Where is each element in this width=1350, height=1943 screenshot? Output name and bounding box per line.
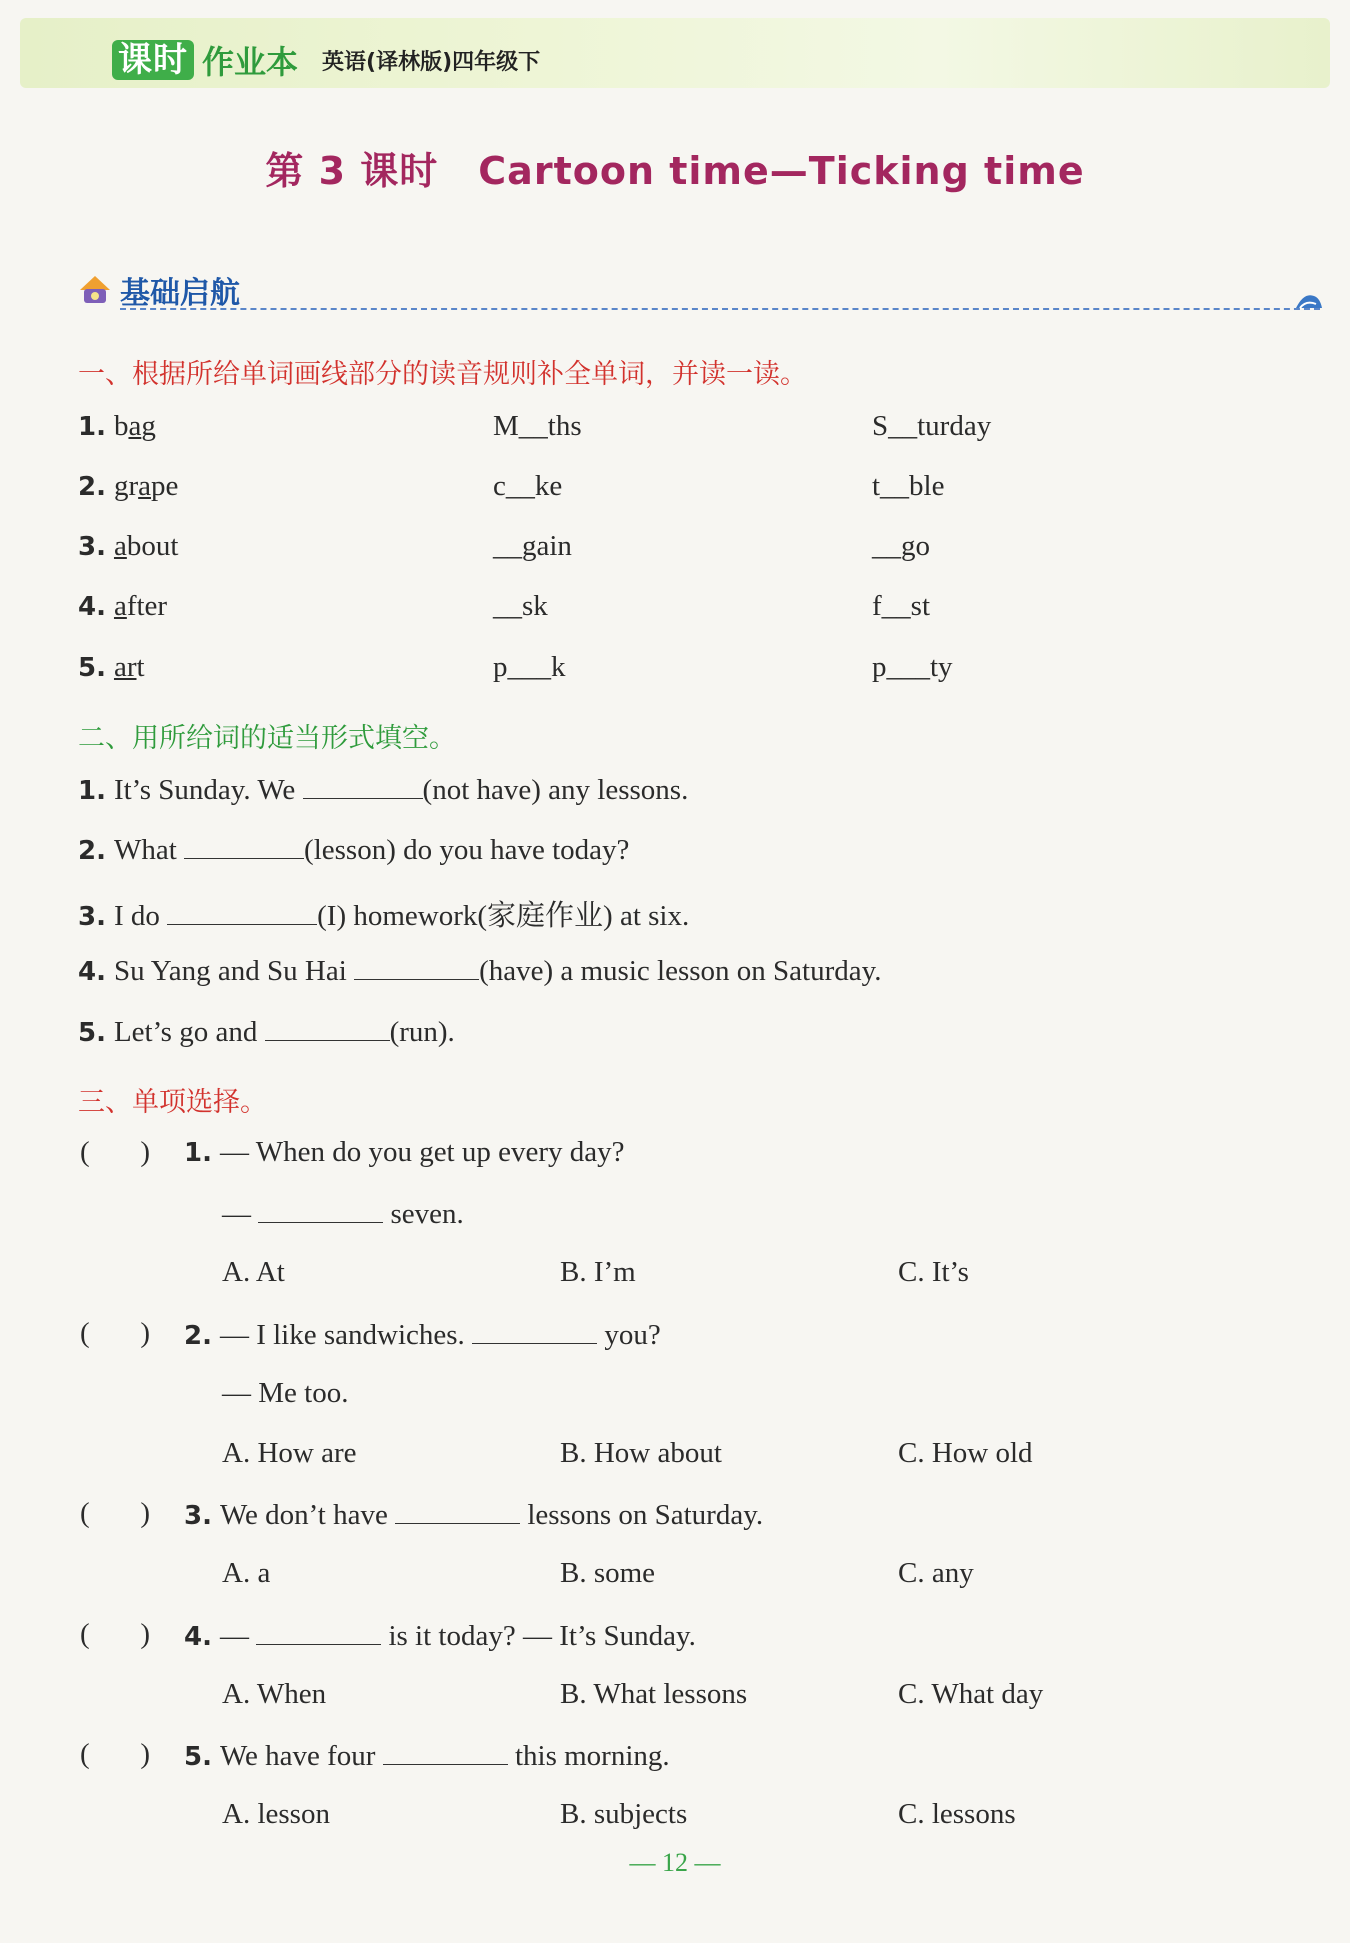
sentence-text: It’s Sunday. We (113, 774, 296, 806)
question-text: you? (604, 1319, 661, 1351)
sentence-text: (I) homework(家庭作业) at six. (317, 900, 690, 932)
q1-row-word3[interactable] (872, 651, 953, 684)
answer-parentheses[interactable]: ( ) (80, 1317, 151, 1349)
word-part: t (136, 651, 145, 683)
book-subtitle: 英语(译林版)四年级下 (322, 49, 541, 75)
item-number: 5. (78, 653, 106, 683)
q1-row-word1 (78, 470, 178, 503)
section-label: 基础启航 (120, 276, 240, 311)
question-text: We don’t have (219, 1499, 388, 1531)
sentence-text: Su Yang and Su Hai (113, 955, 347, 987)
response-line (222, 1196, 464, 1231)
item-number: 3. (78, 532, 106, 562)
answer-blank[interactable] (256, 1618, 381, 1645)
item-number: 1. (184, 1138, 212, 1168)
brand-name: 作业本 (202, 43, 299, 81)
answer-parentheses[interactable]: ( ) (80, 1136, 151, 1168)
word-part: bout (126, 530, 179, 562)
answer-blank[interactable] (383, 1738, 508, 1765)
word-part: pe (151, 470, 179, 502)
question-text: — (219, 1620, 249, 1652)
question-line (184, 1317, 661, 1352)
fill-word: __go (872, 530, 930, 562)
underlined-letters: a (128, 410, 142, 442)
lesson-name: Cartoon time—Ticking time (478, 149, 1085, 193)
fill-word: __sk (493, 590, 548, 622)
sentence-text: What (113, 834, 177, 866)
fill-word: t__ble (872, 470, 945, 502)
answer-blank[interactable] (167, 898, 317, 925)
fill-word: S__turday (872, 410, 992, 442)
header-brand (112, 38, 540, 82)
lesson-number: 第 3 课时 (265, 149, 439, 193)
section-header (78, 268, 1258, 314)
brand-logo: 课时 (112, 40, 194, 80)
response-text: — Me too. (222, 1377, 349, 1409)
fill-word: p___k (493, 651, 566, 683)
underlined-letters: ar (113, 651, 137, 683)
choice-option[interactable]: A. At (222, 1256, 285, 1288)
q1-row-word2[interactable] (493, 410, 582, 443)
question-line (184, 1618, 696, 1653)
question-text: We have four (219, 1740, 376, 1772)
q2-heading: 二、用所给词的适当形式填空。 (78, 723, 456, 754)
question-line (184, 1497, 763, 1532)
item-number: 1. (78, 412, 106, 442)
answer-blank[interactable] (303, 772, 423, 799)
word-part: b (113, 410, 129, 442)
question-text: is it today? — It’s Sunday. (388, 1620, 696, 1652)
choice-option[interactable]: B. subjects (560, 1798, 688, 1830)
underlined-letters: a (113, 590, 127, 622)
q1-row-word1 (78, 590, 167, 623)
answer-blank[interactable] (395, 1497, 520, 1524)
choice-option[interactable]: B. I’m (560, 1256, 636, 1288)
fill-word: f__st (872, 590, 930, 622)
q1-row-word3[interactable] (872, 470, 945, 503)
answer-blank[interactable] (258, 1196, 383, 1223)
q1-row-word1 (78, 410, 156, 443)
sentence-text: (not have) any lessons. (422, 774, 689, 806)
word-part: fter (126, 590, 168, 622)
wave-icon (1294, 290, 1324, 317)
item-number: 5. (78, 1018, 106, 1048)
q1-row-word2[interactable] (493, 470, 562, 503)
choice-option[interactable]: C. lessons (898, 1798, 1016, 1830)
question-line (184, 1738, 670, 1773)
question-line (184, 1136, 625, 1169)
page-number: — 12 — (629, 1848, 721, 1877)
choice-option[interactable]: C. any (898, 1557, 974, 1589)
q1-heading: 一、根据所给单词画线部分的读音规则补全单词，并读一读。 (78, 359, 807, 390)
answer-blank[interactable] (184, 832, 304, 859)
item-number: 4. (184, 1622, 212, 1652)
choice-option[interactable]: B. What lessons (560, 1678, 748, 1710)
section-divider (120, 308, 1320, 310)
question-text: — When do you get up every day? (219, 1136, 625, 1168)
item-number: 4. (78, 957, 106, 987)
q3-heading: 三、单项选择。 (78, 1087, 267, 1118)
answer-parentheses[interactable]: ( ) (80, 1618, 151, 1650)
choice-option[interactable]: A. lesson (222, 1798, 330, 1830)
fill-word: __gain (493, 530, 572, 562)
answer-parentheses[interactable]: ( ) (80, 1738, 151, 1770)
sentence-text: (have) a music lesson on Saturday. (479, 955, 882, 987)
response-text: — (222, 1198, 251, 1230)
fill-word: p___ty (872, 651, 953, 683)
item-number: 3. (78, 902, 106, 932)
q2-item (78, 953, 881, 988)
choice-option[interactable]: C. What day (898, 1678, 1044, 1710)
choice-option[interactable]: C. It’s (898, 1256, 969, 1288)
word-part: gr (113, 470, 139, 502)
item-number: 2. (78, 472, 106, 502)
item-number: 1. (78, 776, 106, 806)
item-number: 3. (184, 1501, 212, 1531)
choice-option[interactable]: A. When (222, 1678, 327, 1710)
choice-option[interactable]: A. a (222, 1557, 271, 1589)
answer-blank[interactable] (472, 1317, 597, 1344)
choice-option[interactable]: B. How about (560, 1437, 722, 1469)
question-text: lessons on Saturday. (527, 1499, 764, 1531)
q1-row-word2[interactable] (493, 530, 572, 563)
q1-row-word3[interactable] (872, 530, 930, 563)
q1-row-word3[interactable] (872, 590, 930, 623)
q2-item (78, 832, 629, 867)
item-number: 2. (78, 836, 106, 866)
house-icon (78, 274, 112, 311)
q1-row-word2[interactable] (493, 651, 566, 684)
answer-blank[interactable] (265, 1014, 390, 1041)
q1-row-word2[interactable] (493, 590, 548, 623)
underlined-letters: a (113, 530, 127, 562)
choice-option[interactable]: A. How are (222, 1437, 357, 1469)
choice-option[interactable]: C. How old (898, 1437, 1033, 1469)
question-text: this morning. (514, 1740, 670, 1772)
q2-item (78, 893, 689, 934)
sentence-text: Let’s go and (113, 1016, 258, 1048)
answer-blank[interactable] (354, 953, 479, 980)
sentence-text: (lesson) do you have today? (304, 834, 630, 866)
underlined-letters: a (138, 470, 152, 502)
lesson-title (0, 140, 1350, 195)
fill-word: c__ke (493, 470, 563, 502)
sentence-text: I do (113, 900, 160, 932)
item-number: 5. (184, 1742, 212, 1772)
choice-option[interactable]: B. some (560, 1557, 656, 1589)
q2-item (78, 772, 688, 807)
answer-parentheses[interactable]: ( ) (80, 1497, 151, 1529)
q1-row-word1 (78, 530, 178, 563)
response-line (222, 1377, 348, 1410)
q1-row-word3[interactable] (872, 410, 991, 443)
question-text: — I like sandwiches. (219, 1319, 465, 1351)
item-number: 4. (78, 592, 106, 622)
word-part: g (141, 410, 156, 442)
fill-word: M__ths (493, 410, 582, 442)
sentence-text: (run). (389, 1016, 455, 1048)
q1-row-word1 (78, 651, 145, 684)
q2-item (78, 1014, 455, 1049)
response-text: seven. (390, 1198, 464, 1230)
item-number: 2. (184, 1321, 212, 1351)
